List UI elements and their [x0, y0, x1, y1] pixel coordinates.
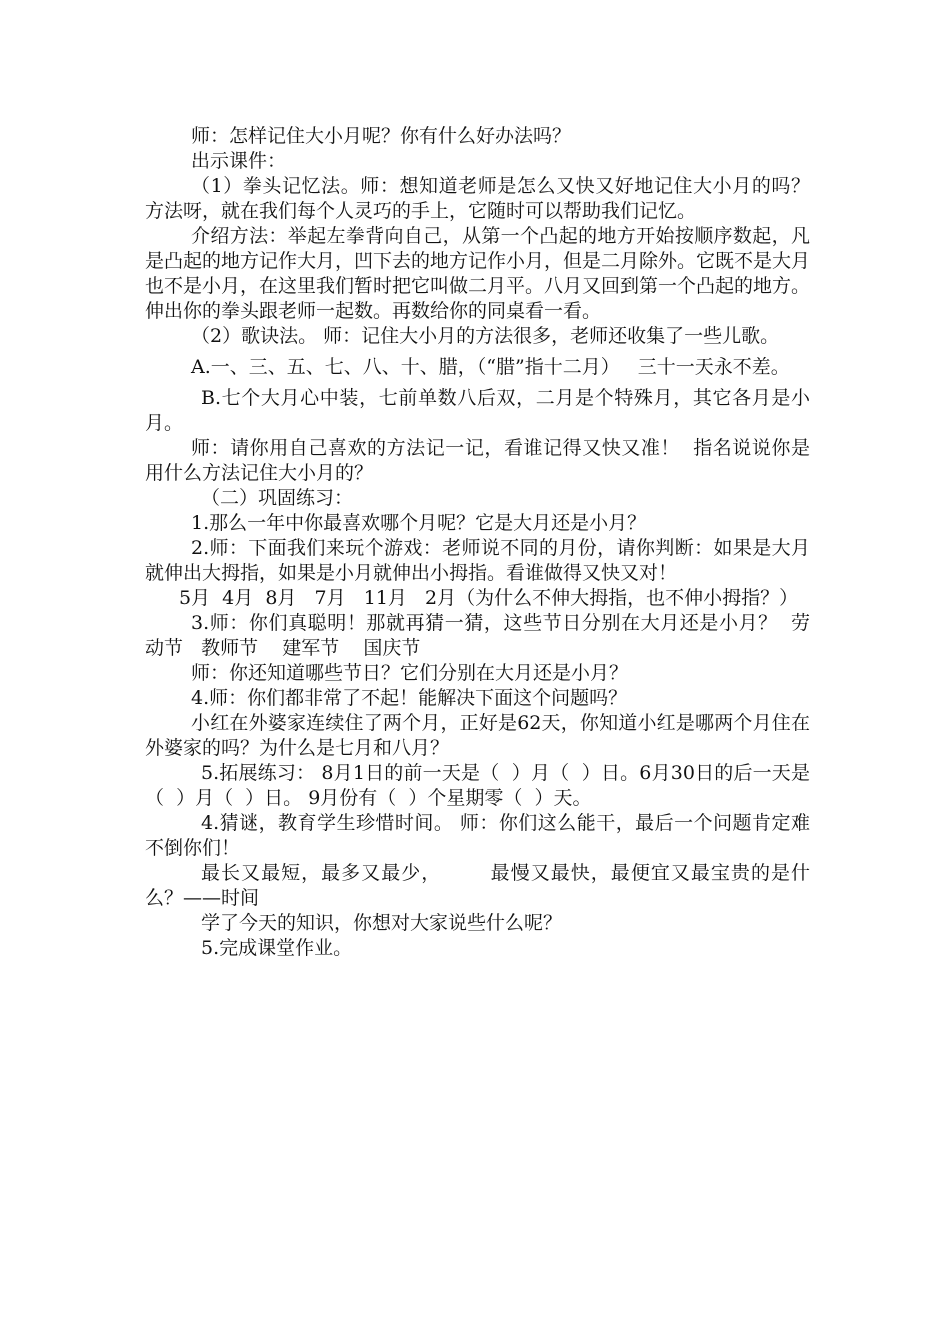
paragraph-rhyme-method: （2）歌诀法。 师：记住大小月的方法很多，老师还收集了一些儿歌。: [191, 325, 780, 347]
paragraph-exercise-2: 2.师：下面我们来玩个游戏：老师说不同的月份，请你判断：如果是大月就伸出大拇指，如果是小月就伸出小拇指。看谁做得又快又对！: [145, 537, 810, 584]
paragraph-exercise-3: 3.师：你们真聪明！那就再猜一猜，这些节日分别在大月还是小月？ 劳动节 教师节 建军节 国庆节: [145, 612, 810, 659]
paragraph-exercise-1: 1.那么一年中你最喜欢哪个月呢？它是大月还是小月？: [191, 512, 647, 534]
paragraph-festivals-question: 师：你还知道哪些节日？它们分别在大月还是小月？: [191, 662, 629, 684]
paragraph-fist-method: （1）拳头记忆法。师：想知道老师是怎么又快又好地记住大小月的吗？方法呀，就在我们每个人灵巧的手上，它随时可以帮助我们记忆。: [145, 175, 810, 222]
paragraph-rhyme-b: B.七个大月心中装，七前单数八后双，二月是个特殊月，其它各月是小月。: [145, 387, 810, 434]
document-body: [145, 124, 810, 961]
paragraph-question: 师：怎样记住大小月呢？你有什么好办法吗？: [191, 125, 572, 147]
paragraph-homework: 5.完成课堂作业。: [201, 937, 353, 959]
paragraph-riddle-text: 最长又最短，最多又最少， 最慢又最快，最便宜又最宝贵的是什么？——时间: [145, 862, 810, 909]
paragraph-extension-exercise: 5.拓展练习： 8月1日的前一天是（ ）月（ ）日。6月30日的后一天是（ ）月（ ）日。 9月份有（ ）个星期零（ ）天。: [145, 762, 810, 809]
paragraph-xiaohong-problem: 小红在外婆家连续住了两个月，正好是62天，你知道小红是哪两个月住在外婆家的吗？为什么是七月和八月？: [145, 712, 810, 759]
paragraph-method-intro: 介绍方法：举起左拳背向自己，从第一个凸起的地方开始按顺序数起，凡是凸起的地方记作大月，凹下去的地方记作小月，但是二月除外。它既不是大月也不是小月，在这里我们暂时把它叫做二月平。八月又回到第一个凸起的地方。伸出你的拳头跟老师一起数。再数给你的同桌看一看。: [145, 225, 811, 322]
paragraph-teacher-prompt: 师：请你用自己喜欢的方法记一记，看谁记得又快又准！ 指名说说你是用什么方法记住大小月的？: [145, 437, 810, 484]
paragraph-month-list: 5月 4月 8月 7月 11月 2月（为什么不伸大拇指，也不伸小拇指？）: [179, 587, 799, 609]
paragraph-rhyme-a: A.一、三、五、七、八、十、腊，（“腊”指十二月） 三十一天永不差。: [191, 356, 790, 378]
paragraph-section-heading: （二）巩固练习：: [201, 487, 354, 509]
paragraph-riddle: 4.猜谜，教育学生珍惜时间。 师：你们这么能干，最后一个问题肯定难不倒你们！: [145, 812, 810, 859]
paragraph-summary-question: 学了今天的知识，你想对大家说些什么呢？: [201, 912, 563, 934]
paragraph-exercise-4: 4.师：你们都非常了不起！能解决下面这个问题吗？: [191, 687, 628, 709]
paragraph-show-courseware: 出示课件：: [191, 150, 287, 172]
